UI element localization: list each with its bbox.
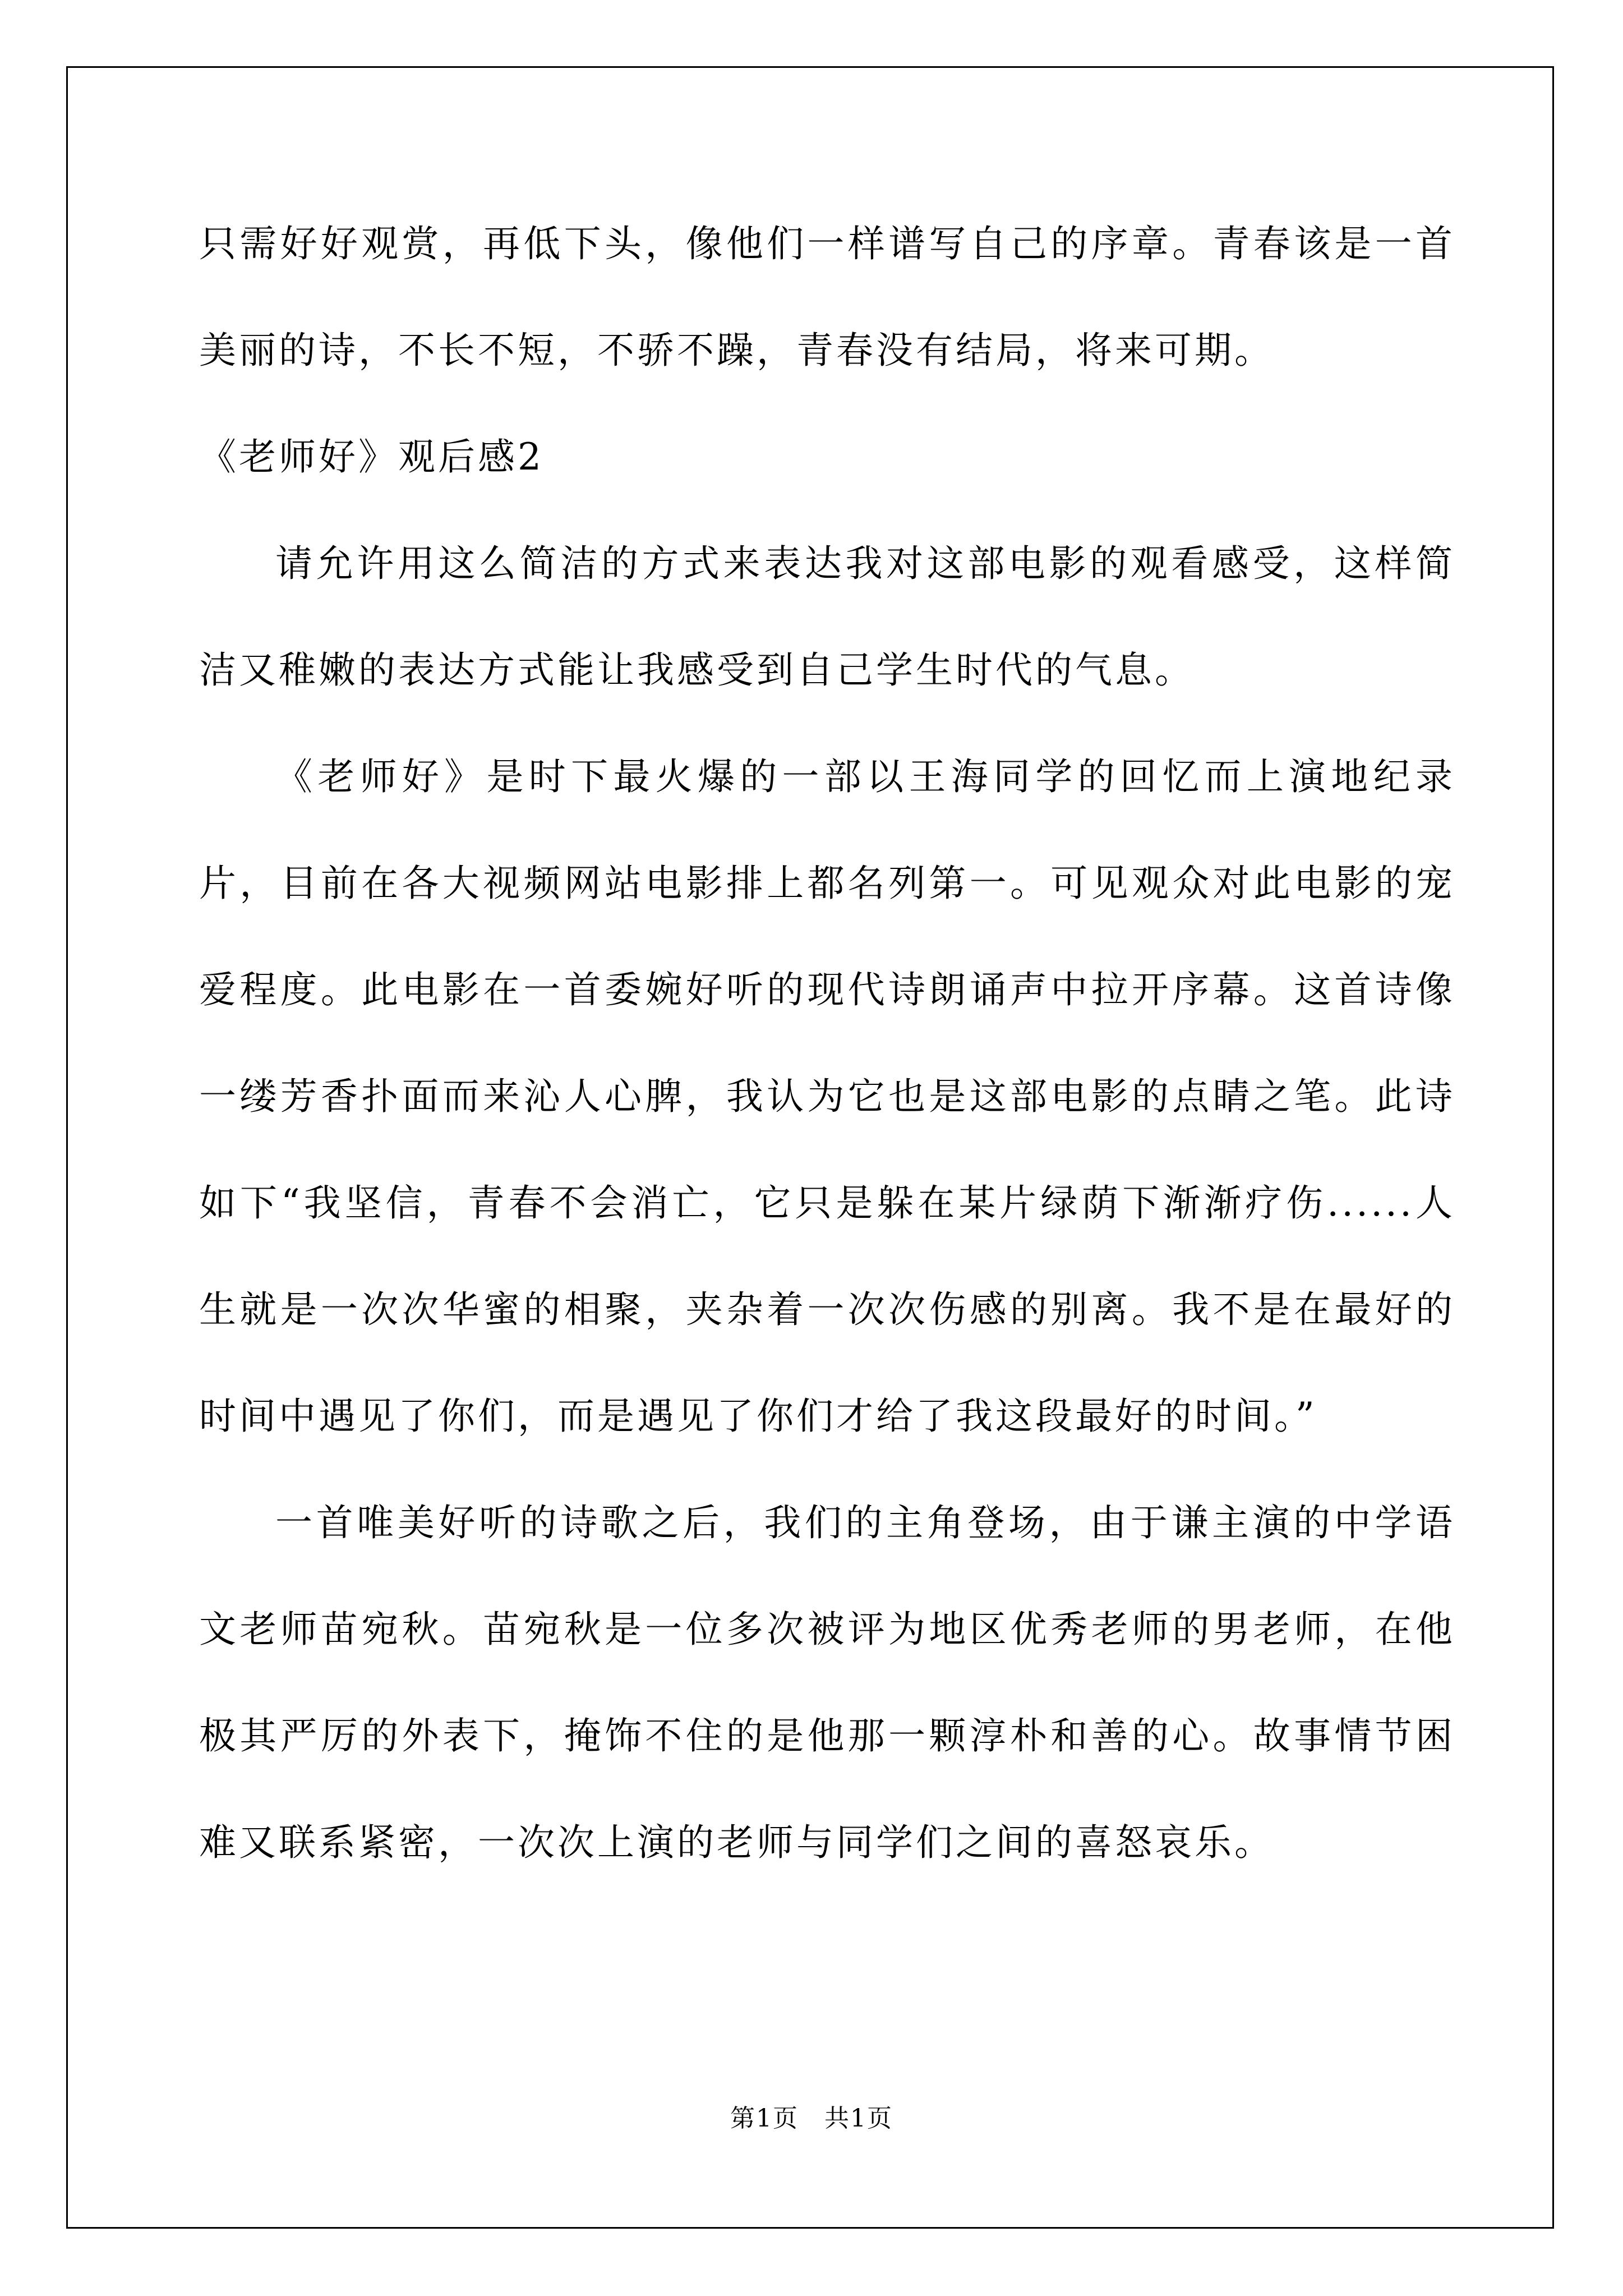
- paragraph-1: 只需好好观赏，再低下头，像他们一样谱写自己的序章。青春该是一首美丽的诗，不长不短，不骄不躁，青春没有结局，将来可期。: [199, 222, 1455, 372]
- paragraph-3: 《老师好》是时下最火爆的一部以王海同学的回忆而上演地纪录片，目前在各大视频网站电影排上都名列第一。可见观众对此电影的宠爱程度。此电影在一首委婉好听的现代诗朗诵声中拉开序幕。这首诗像一缕芳香扑面而来沁人心脾，我认为它也是这部电影的点睛之笔。此诗如下“我坚信，青春不会消亡，它只是躲在某片绿荫下渐渐疗伤......人生就是一次次华蜜的相聚，夹杂着一次次伤感的别离。我不是在最好的时间中遇见了你们，而是遇见了你们才给了我这段最好的时间。”: [199, 755, 1455, 1438]
- paragraph-4: 一首唯美好听的诗歌之后，我们的主角登场，由于谦主演的中学语文老师苗宛秋。苗宛秋是一位多次被评为地区优秀老师的男老师，在他极其严厉的外表下，掩饰不住的是他那一颗淳朴和善的心。故事情节困难又联系紧密，一次次上演的老师与同学们之间的喜怒哀乐。: [199, 1501, 1455, 1864]
- document-body: [199, 191, 1455, 1896]
- section-heading: 《老师好》观后感2: [199, 435, 544, 478]
- paragraph-2: 请允许用这么简洁的方式来表达我对这部电影的观看感受，这样简洁又稚嫩的表达方式能让我感受到自己学生时代的气息。: [199, 542, 1455, 692]
- page-number-footer: 第1页 共1页: [730, 2104, 893, 2133]
